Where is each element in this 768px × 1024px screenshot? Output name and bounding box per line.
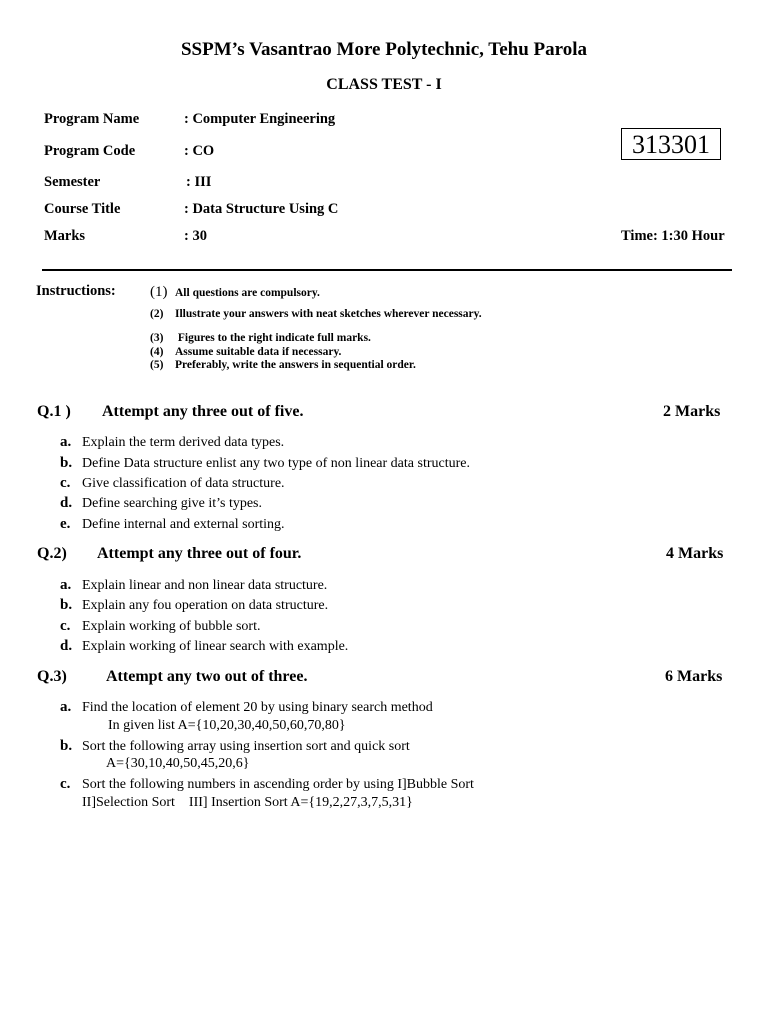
paper-code-box: 313301 [621,128,721,160]
item-continuation: A={30,10,40,50,45,20,6} [106,756,250,771]
item-letter: d. [60,495,73,511]
instruction-text: Assume suitable data if necessary. [175,346,342,358]
question-item [60,475,285,492]
question-item [60,638,348,655]
info-value-program-name: : Computer Engineering [184,111,336,127]
institute-title: SSPM’s Vasantrao More Polytechnic, Tehu Parola [180,39,588,60]
item-letter: d. [60,638,73,654]
instruction-number: (4) [150,346,164,358]
item-text: Explain working of linear search with example. [82,639,349,654]
question-item [60,738,410,755]
instruction-number: (5) [150,359,164,371]
header-divider [42,269,732,271]
question-marks: 6 Marks [665,668,723,685]
info-value-program-code: : CO [184,143,215,159]
item-text: Explain linear and non linear data structure. [82,578,328,593]
item-text: Give classification of data structure. [82,476,285,491]
item-text: Define searching give it’s types. [82,496,263,511]
info-label-program-name: Program Name [44,111,140,127]
item-letter: e. [60,516,71,532]
info-value-course-title: : Data Structure Using C [184,201,339,217]
item-letter: c. [60,618,71,634]
question-item [60,577,327,594]
question-number: Q.3) [37,668,67,685]
instructions-label: Instructions: [36,283,116,299]
instruction-item [150,359,416,371]
item-continuation: In given list A={10,20,30,40,50,60,70,80} [108,718,346,733]
instruction-item [150,346,341,358]
instruction-text: Preferably, write the answers in sequential order. [175,359,416,371]
item-letter: b. [60,738,73,754]
instruction-item [150,284,320,301]
instruction-number: (1) [150,284,168,300]
question-item [60,776,474,793]
item-text: Define Data structure enlist any two type of non linear data structure. [82,456,470,471]
info-label-course-title: Course Title [44,201,121,217]
instruction-number: (3) [150,332,164,344]
info-label-program-code: Program Code [44,143,136,159]
instruction-item [150,308,482,320]
test-name: CLASS TEST - I [326,76,442,93]
item-letter: c. [60,776,71,792]
exam-time: Time: 1:30 Hour [621,228,725,244]
item-text: Find the location of element 20 by using binary search method [82,700,433,715]
item-letter: a. [60,577,72,593]
item-text: Explain the term derived data types. [82,435,285,450]
question-item [60,516,285,533]
item-text: Explain working of bubble sort. [82,619,261,634]
item-text: Define internal and external sorting. [82,517,285,532]
instruction-text: All questions are compulsory. [175,287,320,299]
instruction-item [150,332,371,344]
info-label-marks: Marks [44,228,86,244]
question-title: Attempt any three out of four. [97,545,302,562]
question-item [60,699,433,716]
question-number: Q.2) [37,545,67,562]
item-text: Explain any fou operation on data structure. [82,598,329,613]
item-text: Sort the following numbers in ascending order by using I]Bubble Sort [82,777,474,792]
instruction-text: Illustrate your answers with neat sketches wherever necessary. [175,308,482,320]
question-title: Attempt any two out of three. [106,668,308,685]
info-value-marks: : 30 [184,228,207,244]
instruction-text: Figures to the right indicate full marks. [175,332,371,344]
question-marks: 2 Marks [663,403,721,420]
question-item [60,618,260,635]
question-item [60,455,470,472]
question-item [60,495,262,512]
info-label-semester: Semester [44,174,101,190]
item-continuation: II]Selection Sort III] Insertion Sort A={19,2,27,3,7,5,31} [82,795,413,810]
item-letter: b. [60,597,73,613]
item-text: Sort the following array using insertion sort and quick sort [82,739,410,754]
item-letter: b. [60,455,73,471]
info-value-semester: : III [186,174,212,190]
question-number: Q.1 ) [37,403,71,420]
item-letter: a. [60,699,72,715]
item-letter: a. [60,434,72,450]
question-item [60,597,328,614]
question-title: Attempt any three out of five. [102,403,304,420]
item-letter: c. [60,475,71,491]
instruction-number: (2) [150,308,164,320]
question-marks: 4 Marks [666,545,724,562]
question-item [60,434,284,451]
